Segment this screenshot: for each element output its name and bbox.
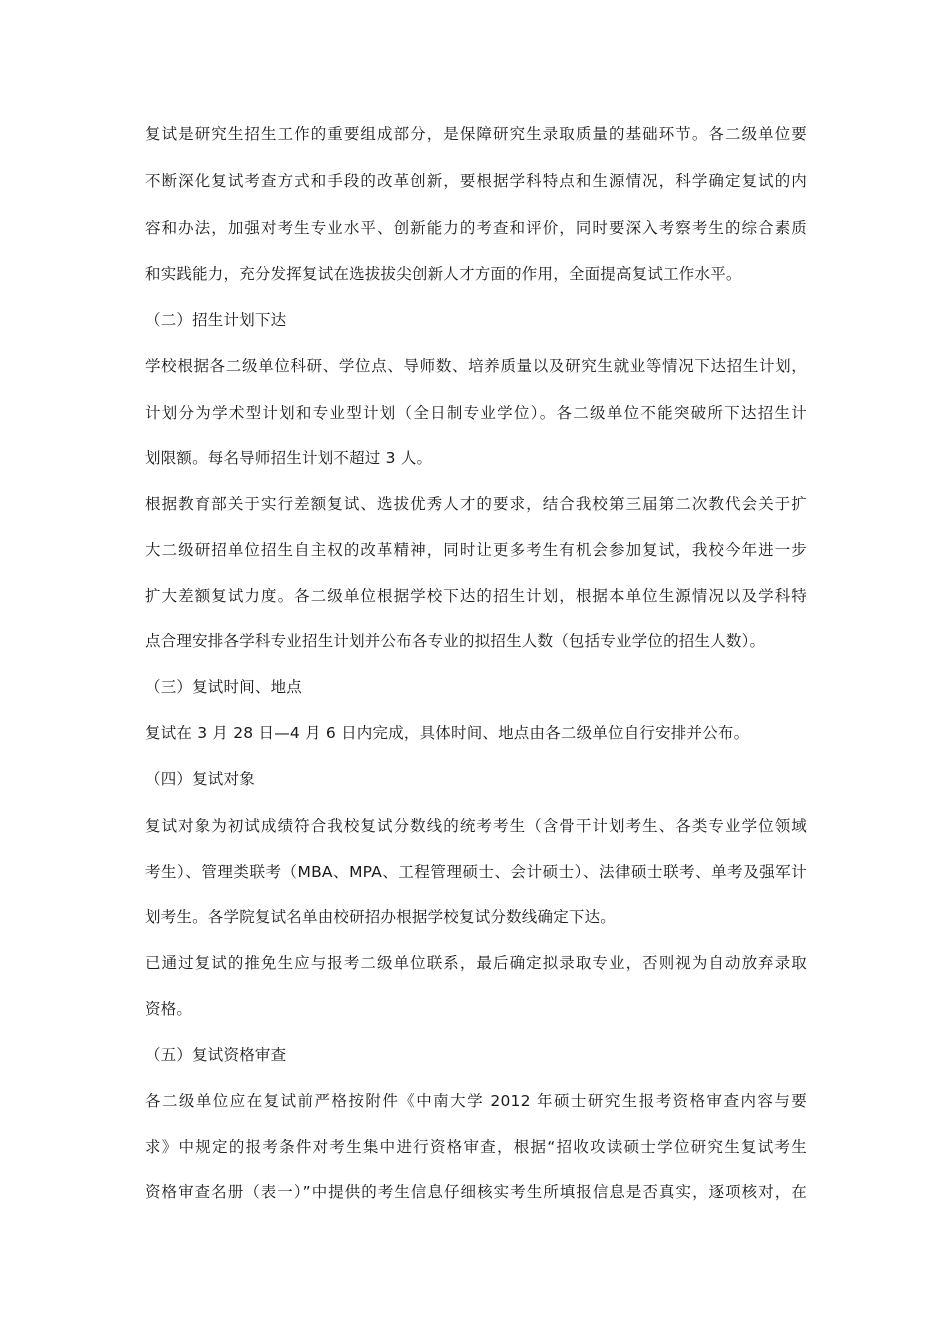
paragraph-line: 划考生。各学院复试名单由校研招办根据学校复试分数线确定下达。 (145, 908, 617, 926)
paragraph-line: 不断深化复试考查方式和手段的改革创新，要根据学科特点和生源情况，科学确定复试的内 (145, 172, 807, 190)
paragraph-line: 已通过复试的推免生应与报考二级单位联系，最后确定拟录取专业，否则视为自动放弃录取 (145, 954, 807, 972)
paragraph-line: 考生）、管理类联考（MBA、MPA、工程管理硕士、会计硕士）、法律硕士联考、单考及强军计 (145, 863, 807, 881)
paragraph-line: 复试是研究生招生工作的重要组成部分，是保障研究生录取质量的基础环节。各二级单位要 (145, 125, 807, 143)
paragraph-line: 划限额。每名导师招生计划不超过 3 人。 (145, 449, 433, 467)
section-heading: （五）复试资格审查 (145, 1046, 287, 1064)
paragraph-line: 资格。 (145, 1000, 193, 1018)
paragraph-line: 根据教育部关于实行差额复试、选拔优秀人才的要求，结合我校第三届第二次教代会关于扩 (145, 495, 807, 513)
paragraph-line: 资格审查名册（表一）”中提供的考生信息仔细核实考生所填报信息是否真实，逐项核对，在 (145, 1183, 807, 1201)
paragraph-line: 容和办法，加强对考生专业水平、创新能力的考查和评价，同时要深入考察考生的综合素质 (145, 219, 807, 237)
paragraph-line: 大二级研招单位招生自主权的改革精神，同时让更多考生有机会参加复试，我校今年进一步 (145, 541, 807, 559)
paragraph-line: 扩大差额复试力度。各二级单位根据学校下达的招生计划，根据本单位生源情况以及学科特 (145, 587, 807, 605)
paragraph-line: 计划分为学术型计划和专业型计划（全日制专业学位）。各二级单位不能突破所下达招生计 (145, 404, 807, 422)
paragraph-line: 复试在 3 月 28 日—4 月 6 日内完成，具体时间、地点由各二级单位自行安排并公布。 (145, 724, 750, 742)
paragraph-line: 和实践能力，充分发挥复试在选拔拔尖创新人才方面的作用，全面提高复试工作水平。 (145, 265, 742, 283)
section-heading: （三）复试时间、地点 (145, 678, 303, 696)
paragraph-line: 点合理安排各学科专业招生计划并公布各专业的拟招生人数（包括专业学位的招生人数）。 (145, 632, 766, 650)
paragraph-line: 学校根据各二级单位科研、学位点、导师数、培养质量以及研究生就业等情况下达招生计划， (145, 357, 807, 375)
paragraph-line: 求》中规定的报考条件对考生集中进行资格审查，根据“招收攻读硕士学位研究生复试考生 (145, 1138, 807, 1156)
section-heading: （四）复试对象 (145, 770, 255, 788)
paragraph-line: 复试对象为初试成绩符合我校复试分数线的统考考生（含骨干计划考生、各类专业学位领域 (145, 817, 807, 835)
section-heading: （二）招生计划下达 (145, 311, 287, 329)
paragraph-line: 各二级单位应在复试前严格按附件《中南大学 2012 年硕士研究生报考资格审查内容与要 (145, 1092, 807, 1110)
